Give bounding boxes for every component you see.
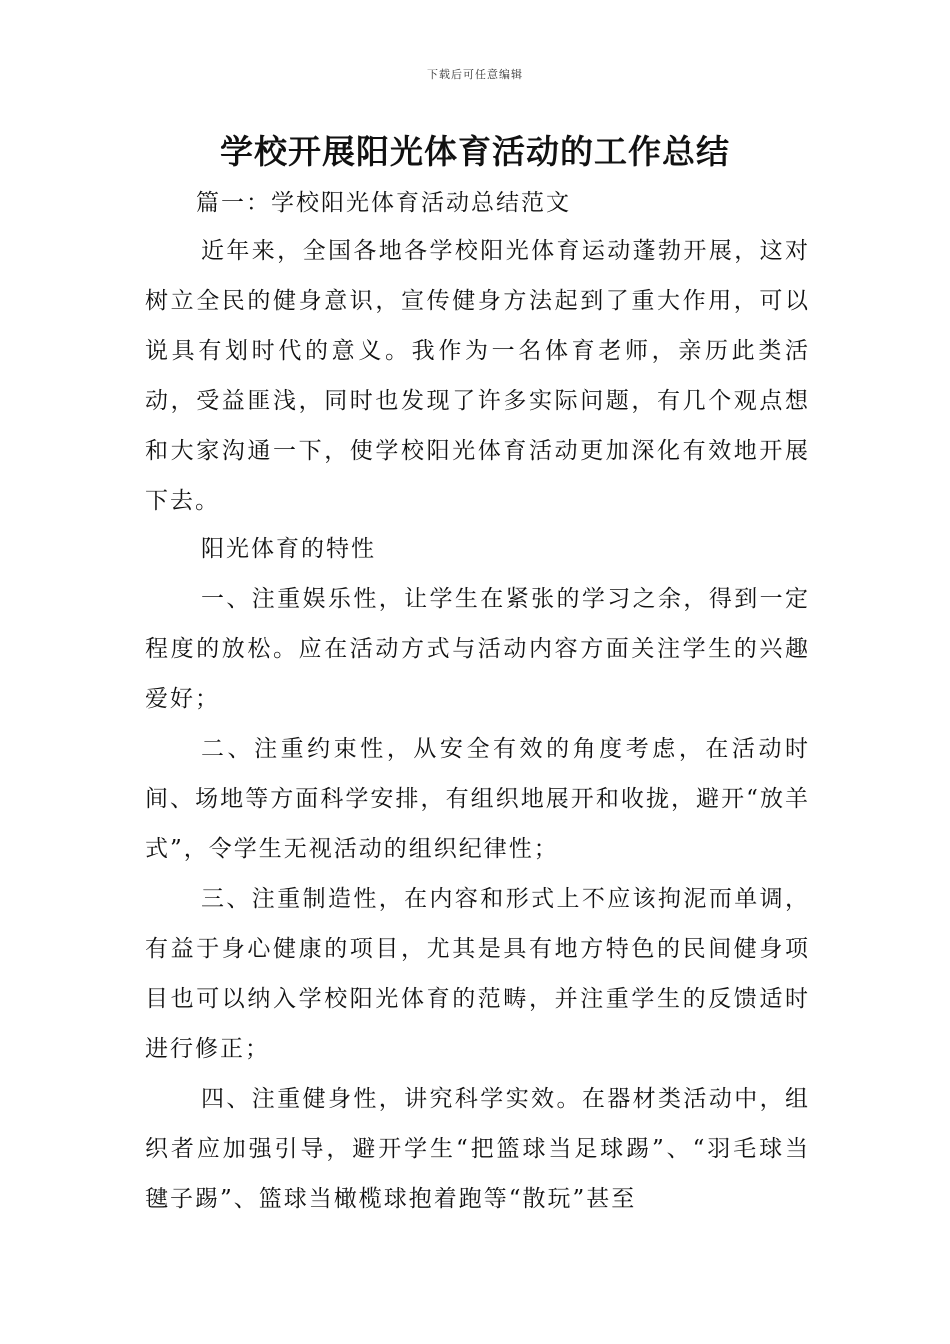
paragraph-point-4: 四、注重健身性，讲究科学实效。在器材类活动中，组织者应加强引导，避开学生“把篮球当足球踢”、“羽毛球当毽子踢”、篮球当橄榄球抱着跑等“散玩”甚至 xyxy=(145,1086,810,1212)
paragraph-point-2: 二、注重约束性，从安全有效的角度考虑，在活动时间、场地等方面科学安排，有组织地展开和收拢，避开“放羊式”，令学生无视活动的组织纪律性； xyxy=(145,736,810,862)
paragraph-intro: 近年来，全国各地各学校阳光体育运动蓬勃开展，这对树立全民的健身意识，宣传健身方法起到了重大作用，可以说具有划时代的意义。我作为一名体育老师，亲历此类活动，受益匪浅，同时也发现了许多实际问题，有几个观点想和大家沟通一下，使学校阳光体育活动更加深化有效地开展下去。 xyxy=(145,238,810,514)
document-subtitle: 篇一：学校阳光体育活动总结范文 xyxy=(196,190,571,216)
document-title: 学校开展阳光体育活动的工作总结 xyxy=(220,132,730,171)
paragraph-point-1: 一、注重娱乐性，让学生在紧张的学习之余，得到一定程度的放松。应在活动方式与活动内容方面关注学生的兴趣爱好； xyxy=(145,586,810,712)
section-heading: 阳光体育的特性 xyxy=(201,536,376,562)
header-note: 下载后可任意编辑 xyxy=(427,68,523,81)
paragraph-point-3: 三、注重制造性，在内容和形式上不应该拘泥而单调，有益于身心健康的项目，尤其是具有地方特色的民间健身项目也可以纳入学校阳光体育的范畴，并注重学生的反馈适时进行修正； xyxy=(145,886,810,1062)
